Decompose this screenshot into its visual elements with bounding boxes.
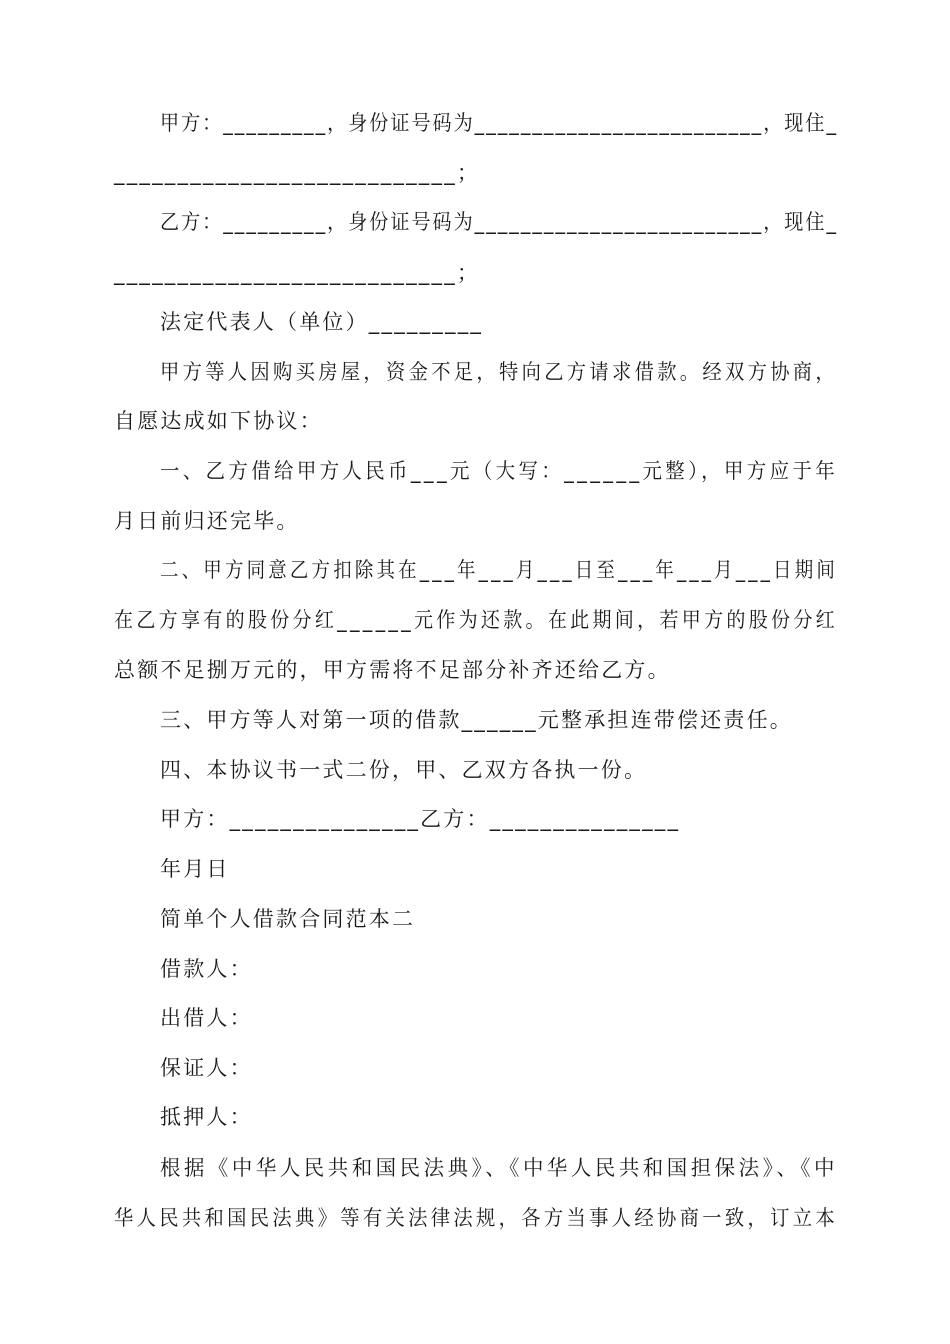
date-line: 年月日: [160, 857, 230, 881]
legal-basis-line-2: 华人民共和国民法典》等有关法律法规，各方当事人经协商一致，订立本: [114, 1206, 838, 1230]
party-b-line: 乙方：_________，身份证号码为_________________________，现住_: [160, 210, 838, 234]
borrower-field: 借款人：: [160, 957, 253, 981]
lender-field: 出借人：: [160, 1006, 253, 1030]
intro-paragraph-line-1: 甲方等人因购买房屋，资金不足，特向乙方请求借款。经双方协商，: [160, 360, 838, 384]
clause-1-line-2: 月日前归还完毕。: [114, 509, 300, 533]
intro-paragraph-line-2: 自愿达成如下协议：: [114, 409, 323, 433]
clause-3: 三、甲方等人对第一项的借款______元整承担连带偿还责任。: [160, 708, 793, 732]
clause-2-line-1: 二、甲方同意乙方扣除其在___年___月___日至___年___月___日期间: [160, 558, 838, 582]
legal-basis-line-1: 根据《中华人民共和国民法典》、《中华人民共和国担保法》、《中: [160, 1156, 838, 1180]
party-a-address-line: ___________________________；: [114, 161, 481, 185]
clause-2-line-3: 总额不足捌万元的，甲方需将不足部分补齐还给乙方。: [114, 658, 671, 682]
clause-4: 四、本协议书一式二份，甲、乙双方各执一份。: [160, 758, 648, 782]
legal-representative-line: 法定代表人（单位）_________: [160, 310, 484, 334]
party-a-line: 甲方：_________，身份证号码为_________________________，现住_: [160, 111, 838, 135]
party-b-address-line: ___________________________；: [114, 261, 481, 285]
guarantor-field: 保证人：: [160, 1056, 253, 1080]
template-2-title: 简单个人借款合同范本二: [160, 907, 416, 931]
clause-1-line-1: 一、乙方借给甲方人民币___元（大写：______元整），甲方应于年: [160, 459, 838, 483]
mortgagor-field: 抵押人：: [160, 1105, 253, 1129]
clause-2-line-2: 在乙方享有的股份分红______元作为还款。在此期间，若甲方的股份分红: [114, 608, 838, 632]
signature-line: 甲方：_______________乙方：_______________: [160, 807, 681, 831]
